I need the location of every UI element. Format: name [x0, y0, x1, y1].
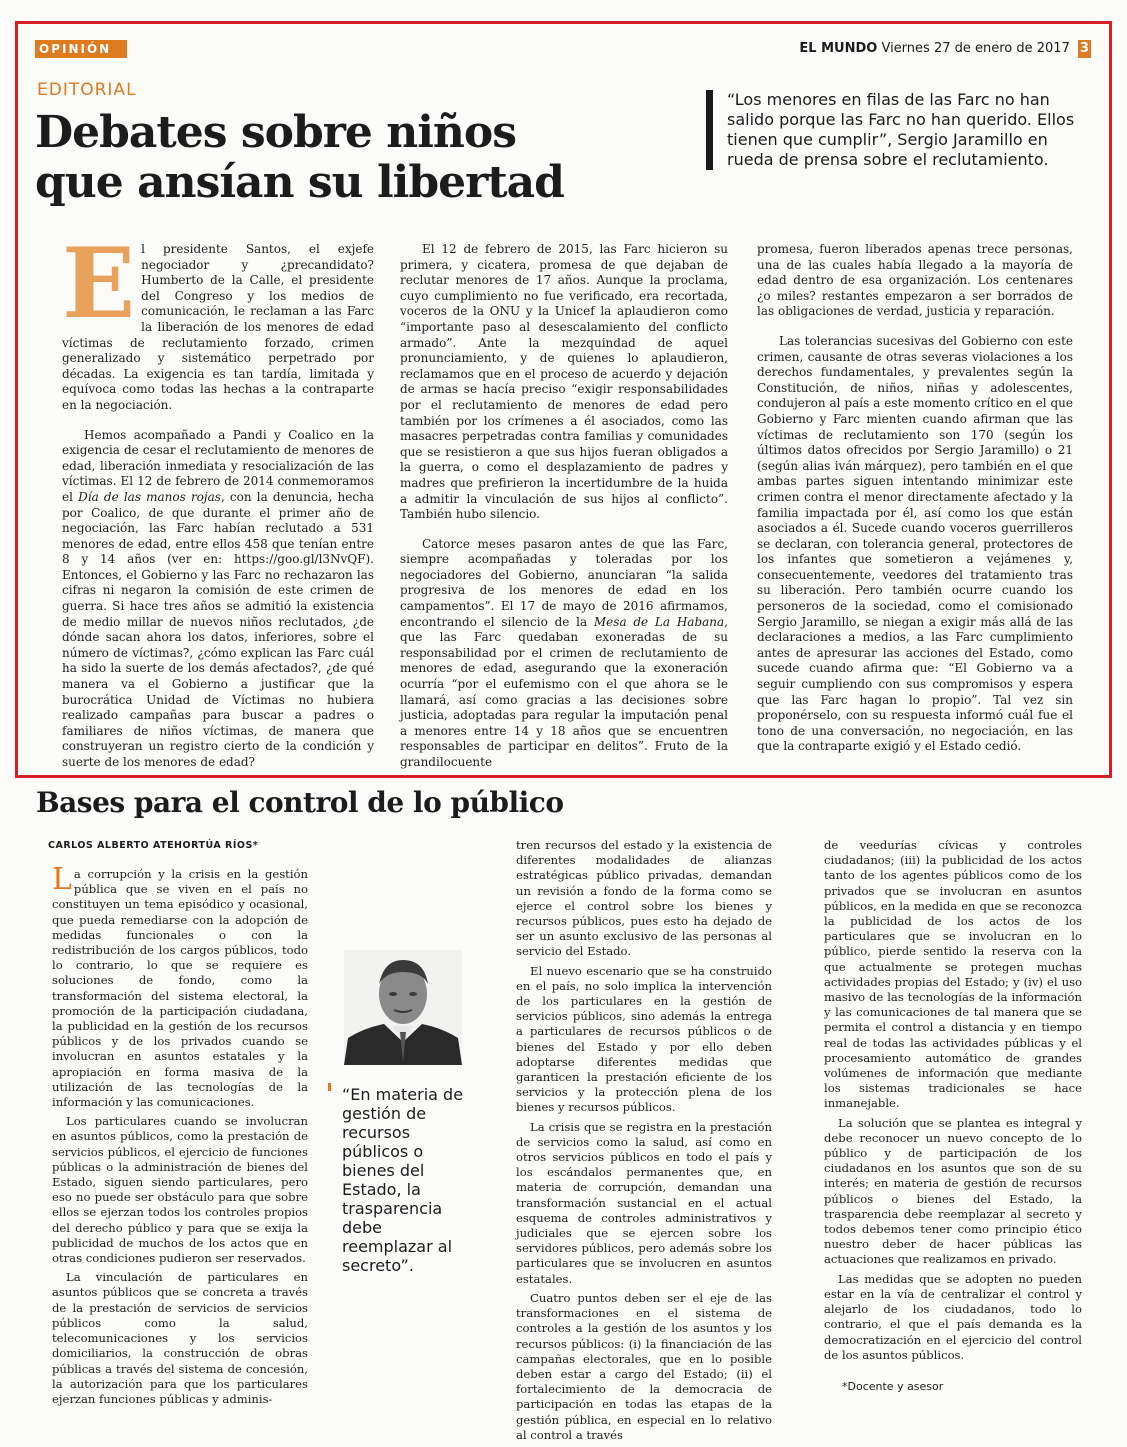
editorial-column-2 — [400, 242, 728, 785]
article-headline: Bases para el control de lo público — [36, 786, 564, 819]
paragraph: El 12 de febrero de 2015, las Farc hicieron su primera, y cicatera, promesa de que dejaban de reclutar menores de 17 años. Aunque la proclama, cuyo cumplimiento no fue verificado, era recortada, voceros de la ONU y la Unicef la aplaudieron como “importante paso al desescalamiento del conflicto armado”. Ante la mezquindad de aquel pronunciamiento, y de quienes lo aplaudieron, reclamamos que en el proceso de acuerdo y dejación de armas se hacía preciso “exigir responsabilidades por el reclutamiento de menores de edad pero también por los crímenes a él asociados, como las masacres perpetradas contra familias y comunidades que se resistieron a que sus hijos fueran obligados a la guerra, o como el desplazamiento de padres y madres que prefirieron la incertidumbre de la huida a admitir la vinculación de sus hijos al conflicto”. También hubo silencio. — [400, 242, 728, 522]
paragraph-text: l presidente Santos, el exjefe negociador y ¿precandidato? Humberto de la Calle, el presidente del Congreso y los medios de comunicación, le reclaman a las Farc la liberación de los menores de edad víctimas de reclutamiento forzado, crimen generalizado y sistemático perpetrado por décadas. La exigencia es tan tardía, limitada y equívoca como todas las hechas a la contraparte en la negociación. — [62, 242, 374, 412]
paragraph: La solución que se plantea es integral y debe reconocer un nuevo concepto de lo público y de participación de los ciudadanos en los asuntos que son de su interés; en materia de gestión de recursos públicos o bienes del Estado, la trasparencia debe reemplazar al secreto y todos debemos tener como principio ético nuestro deber de hacer públicas las actuaciones que realizamos en privado. — [824, 1115, 1082, 1267]
paragraph: de veedurías cívicas y controles ciudadanos; (iii) la publicidad de los actos tanto de los agentes públicos como de los privados que se involucran en asuntos públicos, en la medida en que se reconozca la publicidad de los actos de los particulares que se involucran en lo público, pierde sentido la reserva con la que actualmente se protegen muchas actividades propias del Estado; y (iv) el uso masivo de las tecnologías de la información y las comunicaciones de tal manera que se permita el control a distancia y en tiempo real de todas las actividades públicas y el procesamiento automático de grandes volúmenes de información que mediante los sistemas tradicionales se hace inmanejable. — [824, 838, 1082, 1111]
emphasis: Mesa de La Habana — [593, 614, 725, 629]
byline: CARLOS ALBERTO ATEHORTÚA RÍOS* — [48, 840, 259, 851]
paragraph-text: Hemos acompañado a Pandi y Coalico en la exigencia de cesar el reclutamiento de menores de edad, liberación inmediata y resocialización de las víctimas. El 12 de febrero de 2014 conmemoramos el — [62, 427, 374, 504]
article-pull-quote: “En materia de gestión de recursos públicos o bienes del Estado, la trasparencia debe reemplazar al secreto”. — [342, 1085, 464, 1275]
paragraph: La vinculación de particulares en asuntos públicos que se concreta a través de la prestación de servicios de servicios públicos como la salud, telecomunicaciones y los servicios domiciliarios, la construcción de obras públicas a través del sistema de concesión, la autorización para que los particulares ejerzan funciones públicas y adminis- — [52, 1270, 308, 1406]
paragraph — [52, 862, 308, 1110]
quote-accent-bar — [328, 1083, 331, 1091]
editorial-column-3 — [757, 242, 1073, 769]
editorial-headline — [35, 108, 675, 208]
issue-date: Viernes 27 de enero de 2017 — [881, 41, 1070, 56]
paragraph — [400, 537, 728, 771]
paragraph: El nuevo escenario que se ha construido en el país, no solo implica la intervención de los particulares en la gestión de servicios públicos, sino además la entrega a particulares de recursos públicos o de bienes del Estado y por ello deben adoptarse diferentes medidas que garanticen la prestación eficiente de los servicios y la protección plena de los bienes y recursos públicos. — [516, 963, 772, 1115]
paragraph: tren recursos del estado y la existencia de diferentes modalidades de alianzas estratégicas público privadas, demandan un revisión a fondo de la forma como se ejerce el control sobre los bienes y recursos públicos, pues esto ha dejado de ser un asunto exclusivo de las personas al servicio del Estado. — [516, 838, 772, 959]
page-number: 3 — [1079, 41, 1090, 56]
paragraph-text: Catorce meses pasaron antes de que las Farc, siempre acompañadas y toleradas por los negociadores del Gobierno, anunciaran “la salida progresiva de los menores de edad en los campamentos”. El 17 de mayo de 2016 afirmamos, encontrando el silencio de la — [400, 536, 728, 629]
publication-name: EL MUNDO — [799, 41, 878, 56]
author-photo — [344, 950, 462, 1065]
paragraph: Los particulares cuando se involucran en asuntos públicos, como la prestación de servicios públicos, el ejercicio de funciones públicas o la administración de bienes del Estado, siguen siendo particulares, pero eso no puede ser obstáculo para que sobre ellos se ejerzan todos los controles propios del derecho público y para que se exija la publicidad de muchos de los actos que en otras condiciones pudieron ser reservados. — [52, 1114, 308, 1266]
headline-line-2: que ansían su libertad — [35, 157, 564, 208]
article-column-1 — [52, 862, 308, 1411]
article-column-4 — [824, 838, 1082, 1367]
paragraph — [62, 428, 374, 771]
paragraph-text: , que las Farc quedaban exoneradas de su responsabilidad por el crimen de reclutamiento de menores de edad, asegurando que la exoneración ocurría “por el eufemismo con el que ahora se le llamará, así como gracias a las decisiones sobre justicia, adoptadas para regular la imputación penal a menores entre 14 y 18 años que se encuentren responsables de participar en delitos”. Fruto de la grandilocuente — [400, 614, 728, 769]
editorial-pull-quote: “Los menores en filas de las Farc no han salido porque las Farc no han querido. Ellos tienen que cumplir”, Sergio Jaramillo en rueda de prensa sobre el reclutamiento. — [706, 90, 1086, 170]
editorial-column-1 — [62, 227, 374, 785]
emphasis: Día de las manos rojas — [78, 489, 221, 504]
paragraph: La crisis que se registra en la prestación de servicios como la salud, así como en otros servicios públicos en todo el país y los escándalos permanentes que, en materia de corrupción, demandan una transformación sustancial en el actual esquema de controles administrativos y judiciales que se ejercen sobre los servidores públicos, pero además sobre los particulares que se involucren en asuntos estatales. — [516, 1119, 772, 1286]
drop-cap: L — [52, 862, 72, 897]
paragraph: Las tolerancias sucesivas del Gobierno con este crimen, causante de otras severas violaciones a los derechos fundamentales, y prevalentes según la Constitución, de niños, niñas y adolescentes, condujeron al país a este momento crítico en el que Gobierno y Farc mienten cuando afirman que las víctimas de reclutamiento son 170 (según los últimos datos ofrecidos por Sergio Jaramillo) o 21 (según alias iván márquez), pero también en el que ambas partes siguen intentando minimizar este crimen contra el menor directamente afectado y la familia impactada por él, así como los que están asociados a él. Sucede cuando voceros guerrilleros se declaran, con tolerancia general, protectores de los infantes que sometieron a vejámenes y, consecuentemente, veedores del tratamiento tras su liberación. Pero también ocurre cuando los personeros de la sociedad, como el comisionado Sergio Jaramillo, se niegan a exigir más allá de las declaraciones a medios, a las Farc cumplimiento antes de apresurar las acciones del Estado, como sucede cuando afirma que: “El Gobierno va a seguir cumpliendo con sus compromisos y espera que las Farc hagan lo propio”. Tal vez sin proponérselo, con su respuesta informó cuál fue el tono de una conversación, no negociación, en las que la contraparte exigió y el Estado cedió. — [757, 333, 1073, 754]
paragraph: Cuatro puntos deben ser el eje de las transformaciones en el sistema de controles a la gestión de los asuntos y los recursos públicos: (i) la financiación de las campañas electorales, que en lo posible deben estar a cargo del Estado; (ii) el fortalecimiento de la democracia de participación en todas las etapas de la gestión pública, en especial en lo relativo al control a través — [516, 1290, 772, 1442]
paragraph: Las medidas que se adopten no pueden estar en la vía de centralizar el control y alejarlo de los ciudadanos, todo lo contrario, el que el país demanda es la democratización en el ejercicio del control de los asuntos públicos. — [824, 1271, 1082, 1362]
drop-cap: E — [62, 227, 136, 340]
headline-line-1: Debates sobre niños — [35, 107, 517, 158]
editorial-label: EDITORIAL — [37, 80, 137, 100]
paragraph-text: a corrupción y la crisis en la gestión pública que se viven en el país no constituyen un tema episódico y ocasional, que pueda remediarse con la adopción de medidas funcionales o con la redistribución de los cargos públicos, todo lo contrario, lo que se requiere es soluciones de fondo, como la transformación del sistema electoral, la promoción de la participación ciudadana, la publicidad en la gestión de los recursos públicos y de los privados cuando se involucran en asuntos estatales y la apropiación en forma masiva de la utilización de las tecnologías de la información y las comunicaciones. — [52, 867, 308, 1110]
author-footnote: *Docente y asesor — [842, 1380, 944, 1393]
article-column-3 — [516, 838, 772, 1447]
section-tag: OPINIÓN — [35, 40, 127, 58]
author-portrait-icon — [344, 950, 462, 1065]
masthead — [799, 40, 1091, 58]
paragraph-text: , con la denuncia, hecha por Coalico, de que durante el primer año de negociación, las Farc habían reclutado a 531 menores de edad, entre ellos 458 que tenían entre 8 y 14 años (ver en: https://goo.gl/l3NvQF). Entonces, el Gobierno y las Farc no rechazaron las cifras ni negaron la comisión de este crimen de guerra. Si hace tres años se admitió la existencia de medio millar de nuevos niños reclutados, ¿de dónde sacan ahora los datos, inferiores, sobre el número de víctimas?, ¿cómo explican las Farc cuál ha sido la suerte de los demás afectados?, ¿de qué manera va el Gobierno a justificar que la burocrática Unidad de Víctimas no hubiera realizado campañas para buscar a padres o familiares de niños víctimas, de manera que construyeran un registro cierto de la condición y suerte de los menores de edad? — [62, 489, 374, 769]
paragraph: promesa, fueron liberados apenas trece personas, una de las cuales había llegado a la mayoría de edad dentro de esa organización. Los centenares ¿o miles? restantes empezaron a ser borrados de las obligaciones de verdad, justicia y reparación. — [757, 242, 1073, 319]
paragraph — [62, 227, 374, 414]
